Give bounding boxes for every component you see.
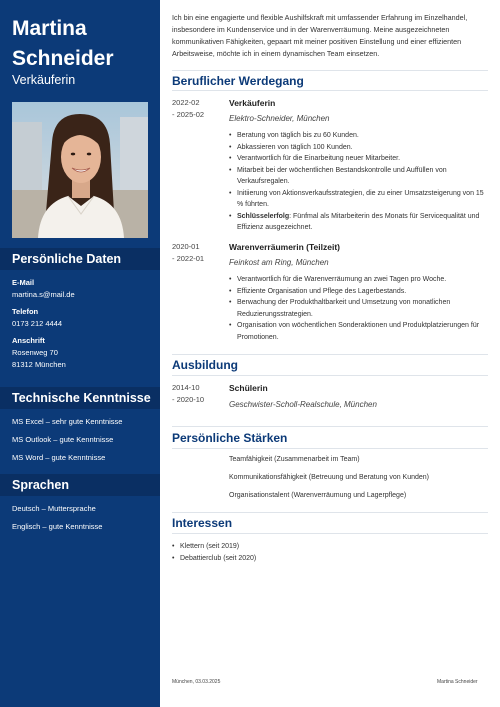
highlight-text: : Fünfmal als Mitarbeiterin des Monats für Servicequalität und Effizienz ausgezeichnet.	[237, 212, 480, 231]
email-value: martina.s@mail.de	[12, 290, 75, 299]
education-heading: Ausbildung	[172, 358, 238, 372]
job-title: Warenverräumerin (Teilzeit)	[229, 242, 341, 252]
list-item: • Verantwortlich für die Einarbeitung neuer Mitarbeiter.	[229, 153, 491, 165]
divider	[172, 448, 488, 449]
list-item: • Berwachung der Produkthaltbarkeit und Umsetzung von monatlichen Reduzierungsstrategien.	[229, 297, 491, 320]
job-date-from: 2022-02	[172, 98, 200, 107]
skill-item: MS Outlook – gute Kenntnisse	[12, 435, 114, 444]
list-item: • Effiziente Organisation und Pflege des Lagerbestands.	[229, 286, 491, 298]
list-item: • Beratung von täglich bis zu 60 Kunden.	[229, 130, 491, 142]
list-item: • Debattierclub (seit 2020)	[172, 553, 256, 565]
education-date-to: - 2020-10	[172, 395, 205, 404]
job-company: Elektro-Schneider, München	[229, 114, 330, 123]
job-title: Verkäuferin	[12, 73, 76, 87]
address-label: Anschrift	[12, 336, 45, 345]
profile-photo	[12, 102, 148, 238]
email-label: E-Mail	[12, 278, 35, 287]
phone-value: 0173 212 4444	[12, 319, 63, 328]
skills-heading: Technische Kenntnisse	[0, 387, 160, 409]
job-company: Feinkost am Ring, München	[229, 258, 329, 267]
divider	[172, 375, 488, 376]
divider	[172, 426, 488, 427]
divider	[172, 90, 488, 91]
name-first: Martina	[12, 17, 87, 40]
list-item: • Mitarbeit bei der wöchentlichen Bestandskontrolle und Auffüllen von Verkaufsregalen.	[229, 165, 491, 188]
strength-item: Kommunikationsfähigkeit (Betreuung und Beratung von Kunden)	[229, 474, 430, 481]
job-title: Verkäuferin	[229, 98, 276, 108]
job-date-to: - 2022-01	[172, 254, 205, 263]
education-date-from: 2014-10	[172, 383, 200, 392]
language-item: Deutsch – Muttersprache	[12, 504, 96, 513]
divider	[172, 354, 488, 355]
divider	[172, 70, 488, 71]
list-item	[229, 211, 491, 234]
education-date	[172, 382, 204, 406]
name-last: Schneider	[12, 47, 114, 70]
list-item: • Organisation von wöchentlichen Sonderaktionen und Produktplatzierungen für Promotionen.	[229, 320, 491, 343]
footer-signature-name: Martina Schneider	[437, 679, 478, 685]
footer-place-date: München, 03.03.2025	[172, 679, 221, 685]
job-date-to: - 2025-02	[172, 110, 205, 119]
experience-heading: Beruflicher Werdegang	[172, 74, 304, 88]
list-item: • Verantwortlich für die Warenverräumung an zwei Tagen pro Woche.	[229, 274, 491, 286]
skill-item: MS Excel – sehr gute Kenntnisse	[12, 417, 123, 426]
intro-text: Ich bin eine engagierte und flexible Aushilfskraft mit umfassender Erfahrung im Einzelhandel, insbesondere im Kundenservice und in der Warenverräumung. Meine ausgezeichneten kommunikativen Fähigkeiten, gepaart mit meiner positiven Einstellung und einer effizienten Arbeitsweise, möchte ich in einem dynamischen Team einsetzen.	[172, 13, 468, 58]
list-item: • Abkassieren von täglich 100 Kunden.	[229, 142, 491, 154]
language-item: Englisch – gute Kenntnisse	[12, 522, 103, 531]
job-date	[172, 97, 204, 121]
address-street: Rosenweg 70	[12, 348, 58, 357]
job-bullets	[229, 130, 491, 234]
phone-label: Telefon	[12, 307, 39, 316]
job-date	[172, 241, 204, 265]
strength-item: Organisationstalent (Warenverräumung und Lagerpflege)	[229, 492, 407, 499]
list-item: • Klettern (seit 2019)	[172, 541, 256, 553]
interests-list	[172, 541, 256, 564]
divider	[172, 512, 488, 513]
personal-data-heading: Persönliche Daten	[0, 248, 160, 270]
languages-heading: Sprachen	[0, 474, 160, 496]
candidate-name	[12, 14, 157, 74]
strength-item: Teamfähigkeit (Zusammenarbeit im Team)	[229, 456, 360, 463]
divider	[172, 533, 488, 534]
strengths-heading: Persönliche Stärken	[172, 431, 288, 445]
sidebar	[0, 0, 160, 707]
education-title: Schülerin	[229, 383, 268, 393]
education-school: Geschwister-Scholl-Realschule, München	[229, 400, 377, 409]
highlight-label: Schlüsselerfolg	[237, 212, 290, 220]
job-date-from: 2020-01	[172, 242, 200, 251]
list-item: • Initiierung von Aktionsverkaufsstrategien, die zu einer Umsatzsteigerung von 15 % führten.	[229, 188, 491, 211]
job-bullets	[229, 274, 491, 343]
address-city: 81312 München	[12, 360, 66, 369]
skill-item: MS Word – gute Kenntnisse	[12, 453, 106, 462]
interests-heading: Interessen	[172, 516, 233, 530]
